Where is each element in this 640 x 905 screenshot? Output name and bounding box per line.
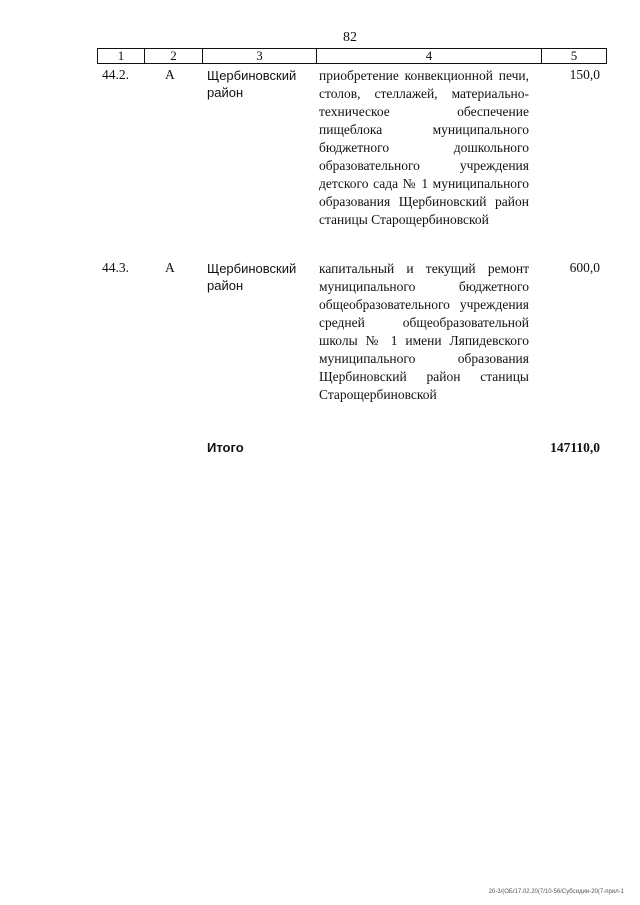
page-number: 82 xyxy=(343,30,357,45)
row-category: А xyxy=(165,260,175,275)
row-number: 44.2. xyxy=(102,67,129,82)
row-category: А xyxy=(165,67,175,82)
row-district: Щербиновский район xyxy=(207,68,297,100)
row-district: Щербиновский район xyxy=(207,261,297,293)
header-col-1: 1 xyxy=(117,48,125,63)
header-col-5: 5 xyxy=(541,49,606,63)
row-number: 44.3. xyxy=(102,260,129,275)
row-amount: 600,0 xyxy=(569,260,600,275)
row-description: капитальный и текущий ремонт муниципального бюджетного общеобразовательного учреждения средней общеобразовательной школы № 1 имени Ляпидевского муниципального образования Щербиновский район станицы Старощербиновской xyxy=(319,261,529,402)
footer-reference: 20-3/(ОБ/17.02.20(7/10-56/Субсидии-20(7-прил-1 xyxy=(488,889,624,895)
table-row xyxy=(97,67,607,247)
header-col-3: 3 xyxy=(202,49,316,63)
row-amount: 150,0 xyxy=(569,67,600,82)
table-header xyxy=(97,48,607,64)
table-row xyxy=(97,260,607,430)
total-value: 147110,0 xyxy=(550,440,600,455)
header-col-2: 2 xyxy=(144,49,202,63)
total-label: Итого xyxy=(207,440,244,455)
row-description: приобретение конвекционной печи, столов, стеллажей, материально-техническое обеспечение пищеблока муниципального бюджетного дошкольного образовательного учреждения детского сада № 1 муниципального образования Щербиновский район станицы Старощербиновской xyxy=(319,68,529,227)
header-col-4: 4 xyxy=(316,49,541,63)
